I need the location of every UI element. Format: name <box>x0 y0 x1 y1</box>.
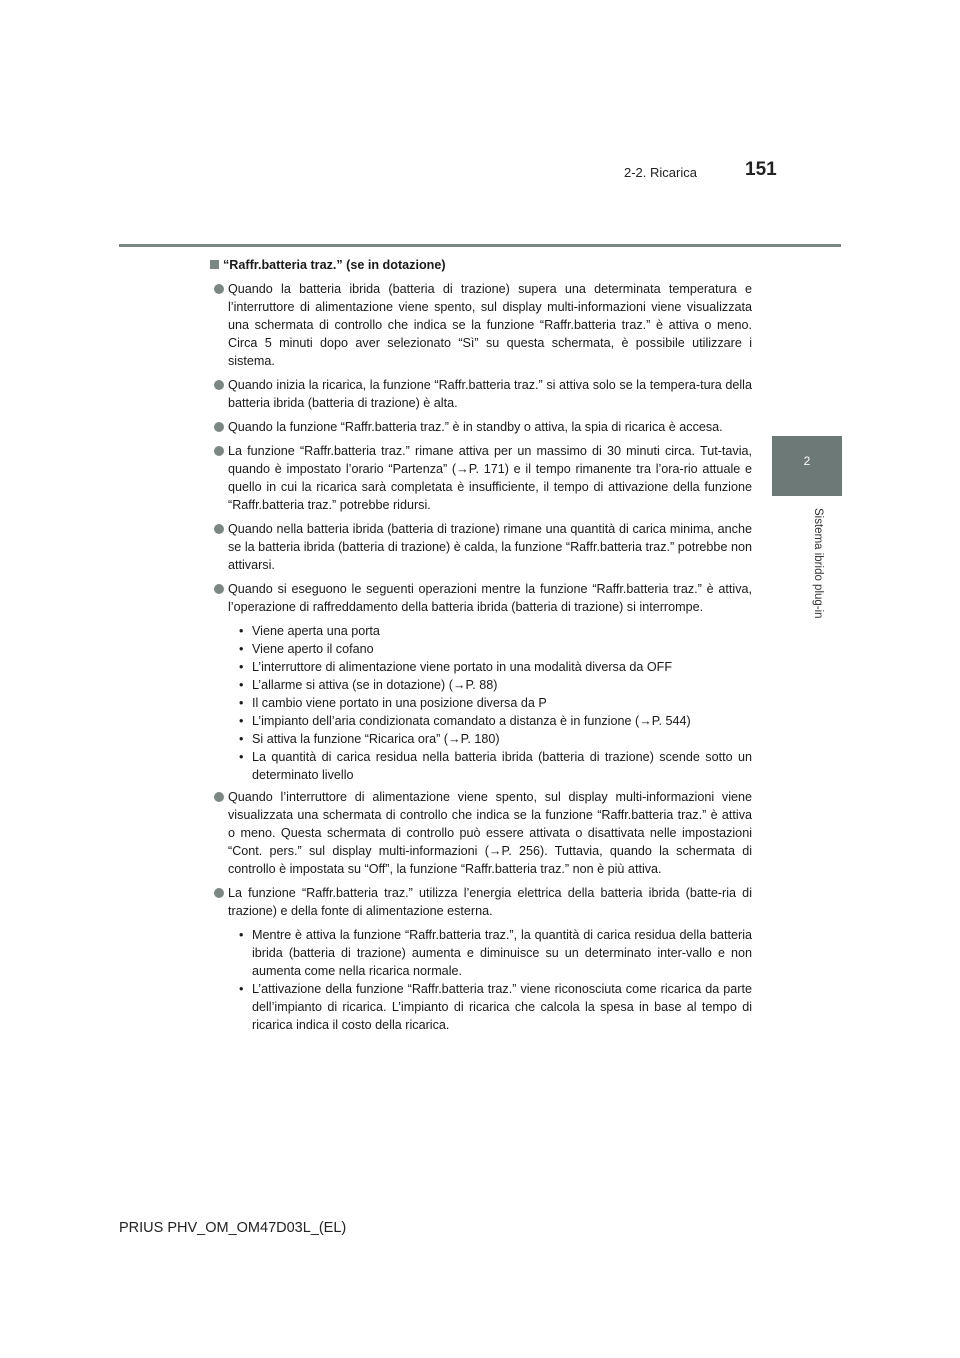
section-heading-text: “Raffr.batteria traz.” (se in dotazione) <box>223 258 446 272</box>
sub-list-item-text: Mentre è attiva la funzione “Raffr.batteria traz.”, la quantità di carica residua della batteria ibrida (batteria di trazione) aumenta e diminuisce su un determinato inter-vallo e non aumenta come nella ricarica normale. <box>252 928 752 978</box>
sub-list-item <box>239 676 752 694</box>
list-item <box>210 884 752 920</box>
footer-document-code: PRIUS PHV_OM_OM47D03L_(EL) <box>119 1220 347 1236</box>
main-content <box>210 256 752 1038</box>
sub-list <box>239 926 752 1034</box>
circle-bullet-icon <box>214 284 224 294</box>
list-item-text: Quando la batteria ibrida (batteria di trazione) supera una determinata temperatura e l’interruttore di alimentazione viene spento, sul display multi-informazioni viene visualizzata una schermata di controllo che indica se la funzione “Raffr.batteria traz.” è attiva o meno. Circa 5 minuti dopo aver selezionato “Sì” su questa schermata, è possibile utilizzare i sistema. <box>228 282 752 368</box>
sub-list-item-text: Si attiva la funzione “Ricarica ora” (→P. 180) <box>252 732 500 746</box>
square-bullet-icon <box>210 260 219 269</box>
sub-list <box>239 622 752 784</box>
sub-list-item-text: L’interruttore di alimentazione viene portato in una modalità diversa da OFF <box>252 660 673 674</box>
list-item-text: Quando nella batteria ibrida (batteria di trazione) rimane una quantità di carica minima, anche se la batteria ibrida (batteria di trazione) è calda, la funzione “Raffr.batteria traz.” potrebbe non attivarsi. <box>228 522 752 572</box>
list-item <box>210 580 752 616</box>
sub-list-item <box>239 712 752 730</box>
circle-bullet-icon <box>214 524 224 534</box>
list-item <box>210 418 752 436</box>
circle-bullet-icon <box>214 422 224 432</box>
sub-list-item-text: Viene aperto il cofano <box>252 642 374 656</box>
sub-list-item <box>239 694 752 712</box>
sub-list-item-text: Viene aperta una porta <box>252 624 380 638</box>
list-item <box>210 376 752 412</box>
list-item <box>210 520 752 574</box>
sub-list-item-text: L’impianto dell’aria condizionata comandato a distanza è in funzione (→P. 544) <box>252 714 691 728</box>
list-item-text: La funzione “Raffr.batteria traz.” rimane attiva per un massimo di 30 minuti circa. Tut-tavia, quando è impostato l’orario “Partenza” (→P. 171) e il tempo rimanente tra l’ora-rio attuale e quello in cui la ricarica sarà completata è insufficiente, il tempo di attivazione della funzione “Raffr.batteria traz.” potrebbe ridursi. <box>228 444 752 512</box>
list-item-text: Quando si eseguono le seguenti operazioni mentre la funzione “Raffr.batteria traz.” è attiva, l’operazione di raffreddamento della batteria ibrida (batteria di trazione) si interrompe. <box>228 582 752 614</box>
sub-list-item <box>239 926 752 980</box>
sub-list-item <box>239 640 752 658</box>
circle-bullet-icon <box>214 792 224 802</box>
small-bullet-icon: • <box>239 660 244 674</box>
list-item-text: La funzione “Raffr.batteria traz.” utilizza l’energia elettrica della batteria ibrida (batte-ria di trazione) e della fonte di alimentazione esterna. <box>228 886 752 918</box>
header-section-title: 2-2. Ricarica <box>624 165 697 180</box>
small-bullet-icon: • <box>239 982 244 996</box>
small-bullet-icon: • <box>239 714 244 728</box>
small-bullet-icon: • <box>239 750 244 764</box>
circle-bullet-icon <box>214 446 224 456</box>
circle-bullet-icon <box>214 584 224 594</box>
small-bullet-icon: • <box>239 696 244 710</box>
sub-list-item-text: La quantità di carica residua nella batteria ibrida (batteria di trazione) scende sotto un determinato livello <box>252 750 752 782</box>
sub-list-item-text: L’allarme si attiva (se in dotazione) (→P. 88) <box>252 678 498 692</box>
chapter-tab <box>772 436 842 496</box>
list-item <box>210 280 752 370</box>
header-divider <box>119 244 841 247</box>
small-bullet-icon: • <box>239 732 244 746</box>
list-item-text: Quando l’interruttore di alimentazione viene spento, sul display multi-informazioni viene visualizzata una schermata di controllo che indica se la funzione “Raffr.batteria traz.” è attiva o meno. Questa schermata di controllo può essere attivata o disattivata nelle impostazioni “Cont. pers.” sul display multi-informazioni (→P. 256). Tuttavia, quando la schermata di controllo è impostata su “Off”, la funzione “Raffr.batteria traz.” non è più attiva. <box>228 790 752 876</box>
list-item <box>210 788 752 878</box>
sub-list-item <box>239 730 752 748</box>
small-bullet-icon: • <box>239 624 244 638</box>
section-heading <box>210 256 752 274</box>
list-item-text: Quando la funzione “Raffr.batteria traz.” è in standby o attiva, la spia di ricarica è accesa. <box>228 420 723 434</box>
chapter-tab-number: 2 <box>803 454 811 468</box>
sub-list-item <box>239 622 752 640</box>
circle-bullet-icon <box>214 380 224 390</box>
list-item <box>210 442 752 514</box>
circle-bullet-icon <box>214 888 224 898</box>
chapter-tab-label: Sistema ibrido plug-in <box>812 508 824 619</box>
sub-list-item <box>239 748 752 784</box>
small-bullet-icon: • <box>239 928 244 942</box>
sub-list-item-text: Il cambio viene portato in una posizione diversa da P <box>252 696 547 710</box>
sub-list-item <box>239 658 752 676</box>
list-item-text: Quando inizia la ricarica, la funzione “Raffr.batteria traz.” si attiva solo se la tempera-tura della batteria ibrida (batteria di trazione) è alta. <box>228 378 752 410</box>
sub-list-item-text: L’attivazione della funzione “Raffr.batteria traz.” viene riconosciuta come ricarica da parte dell’impianto di ricarica. L’impianto di ricarica che calcola la spesa in base al tempo di ricarica indica il costo della ricarica. <box>252 982 752 1032</box>
small-bullet-icon: • <box>239 678 244 692</box>
page-number: 151 <box>745 159 777 180</box>
small-bullet-icon: • <box>239 642 244 656</box>
sub-list-item <box>239 980 752 1034</box>
